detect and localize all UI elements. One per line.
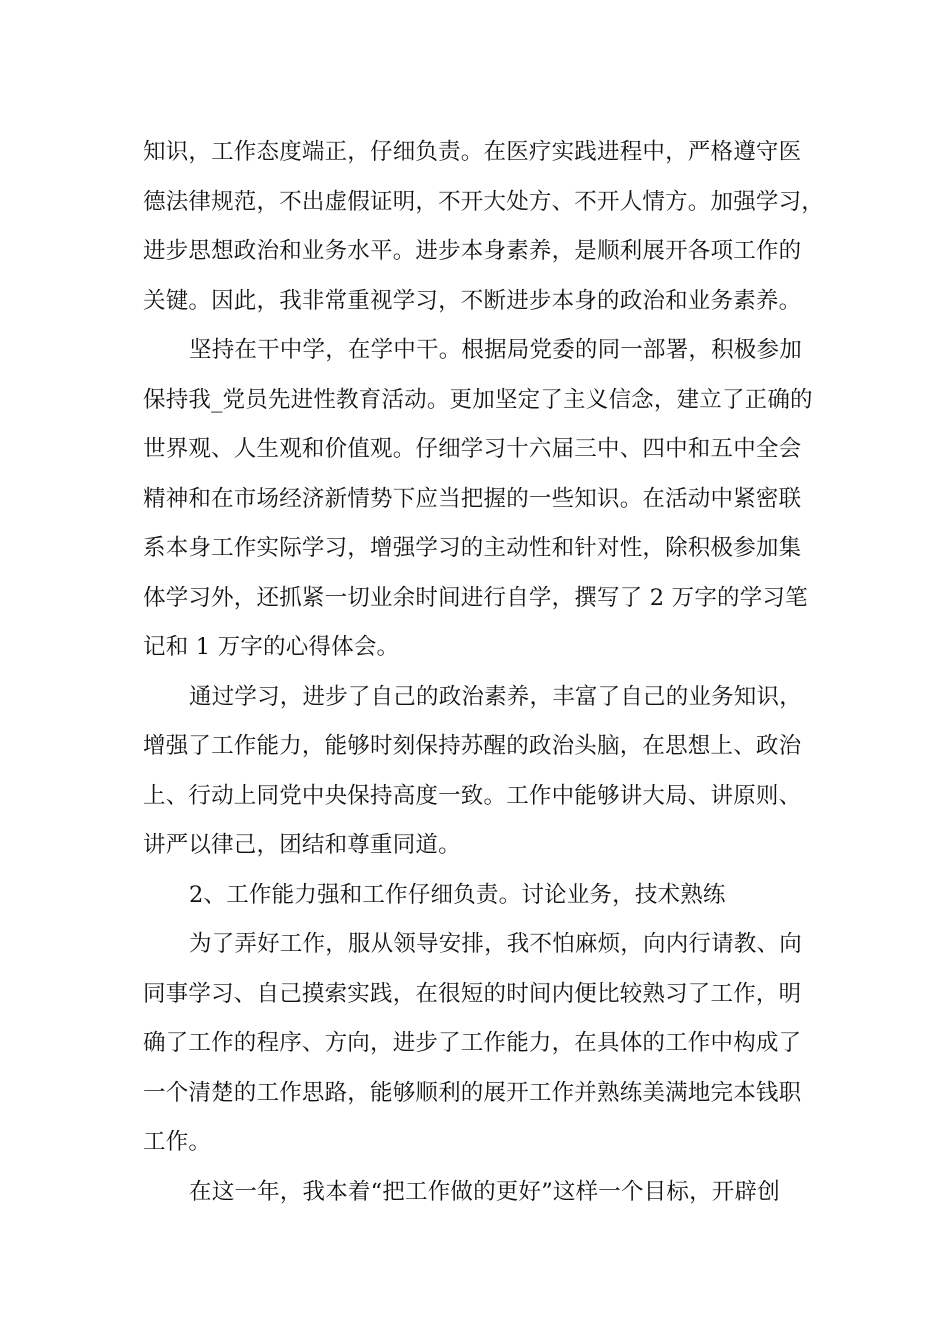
text-line-16: 2、工作能力强和工作仔细负责。讨论业务，技术熟练 [189,881,726,908]
text-line-17: 为了弄好工作，服从领导安排，我不怕麻烦，向内行请教、向 [189,931,802,957]
text-line-9: 系本身工作实际学习，增强学习的主动性和针对性，除积极参加集 [143,535,802,561]
text-line-21: 工作。 [143,1129,212,1155]
text-line-19: 确了工作的程序、方向，进步了工作能力，在具体的工作中构成了 [143,1030,802,1056]
text-line-20: 一个清楚的工作思路，能够顺利的展开工作并熟练美满地完本钱职 [143,1079,802,1106]
text-line-10: 体学习外，还抓紧一切业余时间进行自学，撰写了 2 万字的学习笔 [143,584,808,611]
text-line-1: 知识，工作态度端正，仔细负责。在医疗实践进程中，严格遵守医 [143,139,802,165]
body-text [143,128,833,1217]
text-line-5: 坚持在干中学，在学中干。根据局党委的同一部署，积极参加 [189,337,802,363]
text-line-3: 进步思想政治和业务水平。进步本身素养，是顺利展开各项工作的 [143,238,802,264]
text-line-15: 讲严以律己，团结和尊重同道。 [143,832,461,858]
text-line-13: 增强了工作能力，能够时刻保持苏醒的政治头脑，在思想上、政治 [143,733,802,759]
text-line-8: 精神和在市场经济新情势下应当把握的一些知识。在活动中紧密联 [143,485,802,512]
text-line-4: 关键。因此，我非常重视学习，不断进步本身的政治和业务素养。 [143,287,802,314]
text-line-14: 上、行动上同党中央保持高度一致。工作中能够讲大局、讲原则、 [143,782,802,809]
text-line-18: 同事学习、自己摸索实践，在很短的时间内便比较熟习了工作，明 [143,980,802,1007]
text-line-12: 通过学习，进步了自己的政治素养，丰富了自己的业务知识， [189,683,802,710]
text-line-6: 保持我_党员先进性教育活动。更加坚定了主义信念，建立了正确的 [143,386,813,413]
text-line-2: 德法律规范，不出虚假证明，不开大处方、不开人情方。加强学习， [143,188,825,215]
text-line-22: 在这一年，我本着“把工作做的更好”这样一个目标，开辟创 [189,1178,780,1205]
text-line-11: 记和 1 万字的心得体会。 [143,634,400,660]
text-line-7: 世界观、人生观和价值观。仔细学习十六届三中、四中和五中全会 [143,436,802,462]
